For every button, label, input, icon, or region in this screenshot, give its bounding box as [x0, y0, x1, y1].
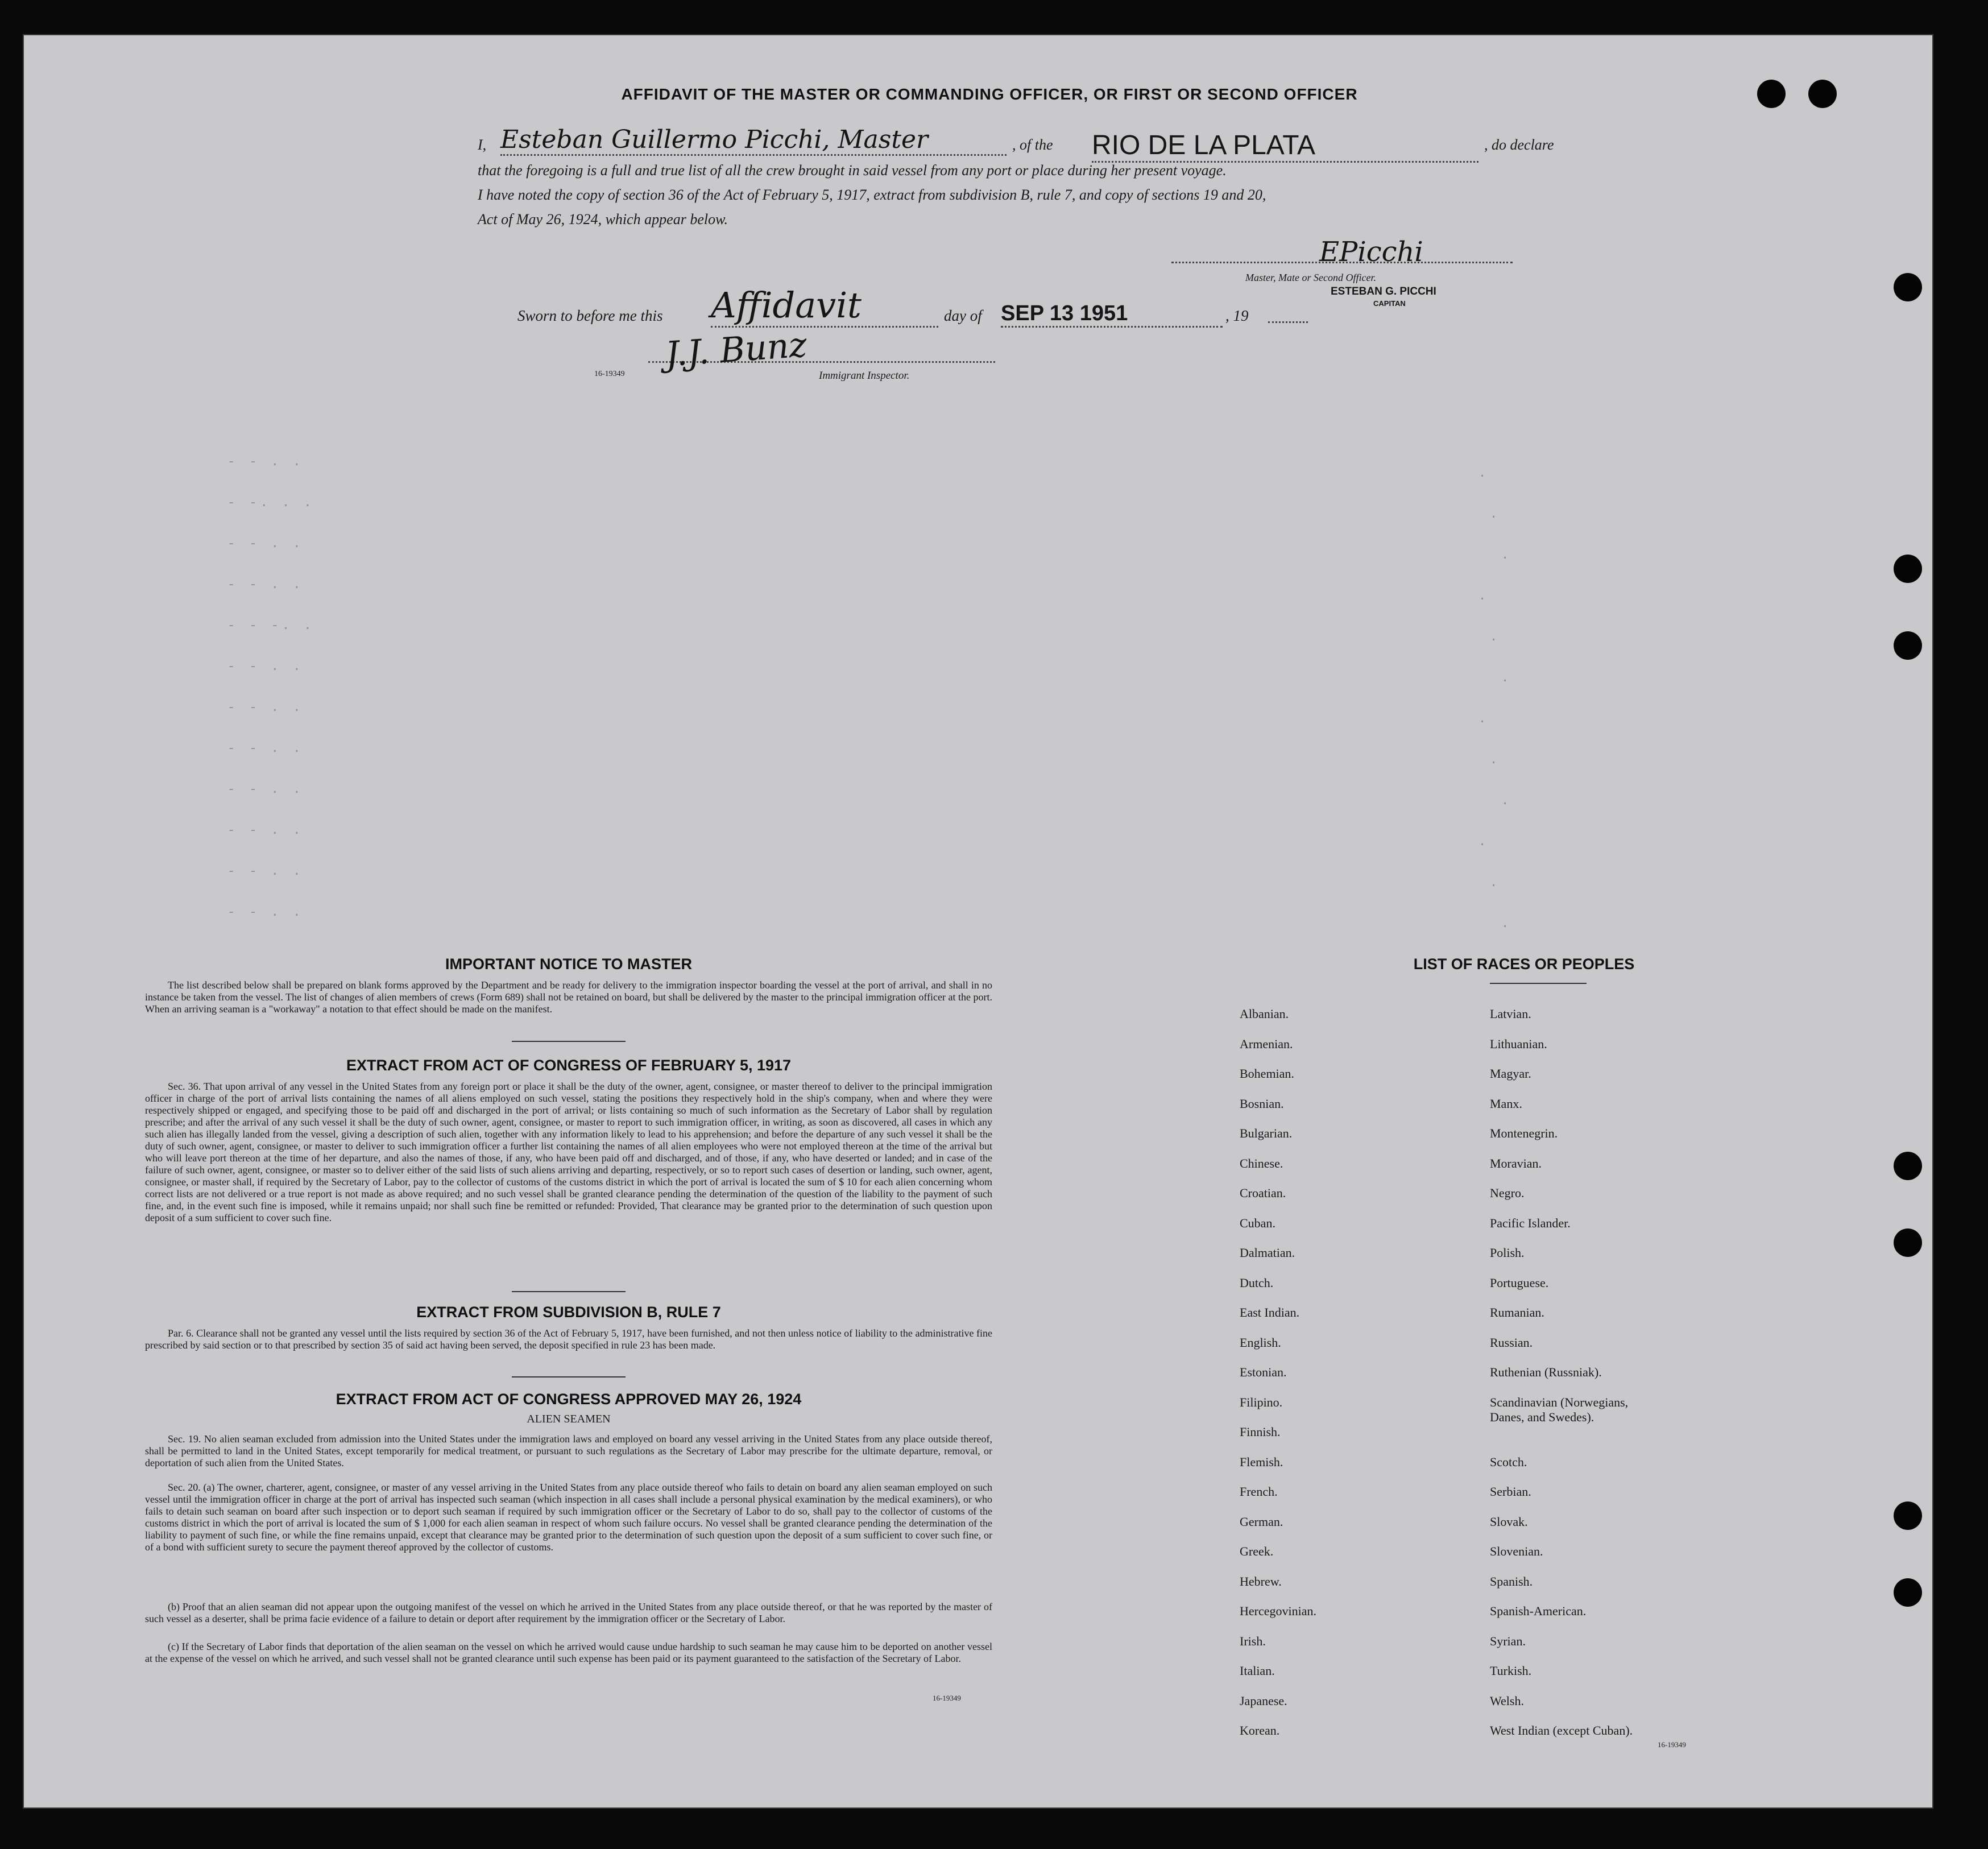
race-item: Syrian.	[1490, 1633, 1526, 1648]
notice-body: The list described below shall be prepared on blank forms approved by the Department and be ready for delivery to the immigration inspector boarding the vessel at the port of arrival, and shall in no instance be taken from the vessel. The list of changes of alien members of crews (Form 689) shall not be retained on board, but shall be delivered by the master to the principal immigration officer at the port. When an arriving seaman is a "workaway" a notation to that effect should be made on the manifest.	[145, 979, 992, 1015]
affidavit-line-4: Act of May 26, 1924, which appear below.	[478, 211, 728, 227]
divider	[1490, 983, 1587, 984]
faded-mark: .	[1490, 876, 1501, 890]
year-blank	[1268, 321, 1308, 323]
race-item: Magyar.	[1490, 1066, 1531, 1081]
race-item: Slovenian.	[1490, 1544, 1543, 1558]
race-item: East Indian.	[1240, 1305, 1300, 1319]
race-item: Flemish.	[1240, 1454, 1283, 1469]
faded-mark: - - . .	[227, 905, 304, 920]
faded-mark: .	[1478, 712, 1490, 726]
vessel-name: RIO DE LA PLATA	[1092, 130, 1478, 163]
day-of-text: day of	[944, 307, 982, 324]
race-item: Irish.	[1240, 1633, 1266, 1648]
race-item: Scandinavian (Norwegians, Danes, and Swedes).	[1490, 1395, 1629, 1424]
race-item: Ruthenian (Russniak).	[1490, 1365, 1602, 1379]
faded-mark: - - -. .	[227, 619, 315, 633]
faded-mark: - - . .	[227, 660, 304, 674]
race-item: Estonian.	[1240, 1365, 1287, 1379]
affidavit-line-3: I have noted the copy of section 36 of the Act of February 5, 1917, extract from subdivision B, rule 7, and copy of sections 19 and 20,	[478, 187, 1266, 203]
race-item: Lithuanian.	[1490, 1036, 1547, 1051]
race-item: Greek.	[1240, 1544, 1274, 1558]
faded-mark: - - . .	[227, 864, 304, 879]
punch-hole	[1894, 1501, 1922, 1530]
race-item: Chinese.	[1240, 1156, 1283, 1170]
race-item: Portuguese.	[1490, 1275, 1549, 1290]
race-item: Hercegovinian.	[1240, 1604, 1316, 1618]
punch-hole	[1894, 1152, 1922, 1180]
race-item: Bosnian.	[1240, 1096, 1284, 1111]
races-title: LIST OF RACES OR PEOPLES	[1413, 955, 1635, 973]
race-item: Bulgarian.	[1240, 1126, 1293, 1140]
faded-mark: .	[1501, 794, 1513, 808]
inspector-signature: J.J. Bunz	[664, 325, 809, 375]
punch-hole	[1757, 80, 1786, 108]
of-the-text: , of the	[1012, 136, 1053, 153]
faded-mark: .	[1501, 548, 1513, 562]
faded-mark: .	[1501, 671, 1513, 685]
date-stamp: SEP 13 1951	[1001, 301, 1223, 328]
sworn-prefix: Sworn to before me this	[517, 307, 663, 324]
race-item: Armenian.	[1240, 1036, 1293, 1051]
race-item: Croatian.	[1240, 1186, 1286, 1200]
extract-1917-title: EXTRACT FROM ACT OF CONGRESS OF FEBRUARY 5, 1917	[346, 1057, 792, 1074]
race-item: Manx.	[1490, 1096, 1522, 1111]
punch-hole	[1894, 555, 1922, 583]
extract-rule7-title: EXTRACT FROM SUBDIVISION B, RULE 7	[416, 1304, 721, 1321]
race-item: Filipino.	[1240, 1395, 1283, 1409]
extract-1924-sec19: Sec. 19. No alien seaman excluded from admission into the United States under the immigration laws and employed on board any vessel arriving in the United States from any place outside thereof, shall be permitted to land in the United States, except temporarily for medical treatment, or pursuant to such regulations as the Secretary of Labor may prescribe for the ultimate departure, removal, or deportation of such alien from the United States.	[145, 1433, 992, 1469]
divider	[512, 1041, 626, 1042]
race-item: Korean.	[1240, 1723, 1280, 1738]
punch-hole	[1894, 631, 1922, 660]
race-item: Dalmatian.	[1240, 1246, 1295, 1260]
extract-1924-subtitle: ALIEN SEAMEN	[527, 1413, 611, 1425]
race-item: Russian.	[1490, 1335, 1533, 1350]
notice-title: IMPORTANT NOTICE TO MASTER	[445, 955, 692, 973]
declarant-name: Esteban Guillermo Picchi, Master	[500, 125, 1007, 156]
divider	[512, 1376, 626, 1378]
race-item: West Indian (except Cuban).	[1490, 1723, 1633, 1738]
race-item: Spanish.	[1490, 1574, 1533, 1589]
race-item: Montenegrin.	[1490, 1126, 1558, 1140]
divider	[512, 1291, 626, 1292]
punch-hole	[1894, 273, 1922, 301]
faded-mark: .	[1478, 589, 1490, 603]
form-number-left: 16-19349	[594, 370, 625, 378]
faded-mark: - - . .	[227, 742, 304, 756]
race-item: German.	[1240, 1514, 1283, 1529]
faded-mark: .	[1478, 835, 1490, 849]
extract-1924-title: EXTRACT FROM ACT OF CONGRESS APPROVED MAY 26, 1924	[336, 1391, 802, 1408]
extract-1924-sec20c: (c) If the Secretary of Labor finds that deportation of the alien seaman on the vessel on which he arrived would cause undue hardship to such seaman he may cause him to be deported on another vessel at the expense of the vessel on which he arrived, and such vessel shall not be granted clearance until such expense has been paid or its payment guaranteed to the satisfaction of the Secretary of Labor.	[145, 1641, 992, 1664]
race-item: Hebrew.	[1240, 1574, 1282, 1589]
master-signature: EPicchi	[1319, 236, 1423, 268]
extract-1924-sec20a: Sec. 20. (a) The owner, charterer, agent, consignee, or master of any vessel arriving in the United States from any place outside thereof who fails to detain on board any alien seaman employed on such vessel until the immigration officer in charge at the port of arrival has inspected such seaman (which inspection in all cases shall include a personal physical examination by the medical examiners), or who fails to detain such seaman on board after such inspection or to deport such seaman if required by such immigration officer or the Secretary of Labor to do so, shall pay to the collector of customs of the customs district in which the port of arrival is located the sum of $ 1,000 for each alien seaman in respect of whom such failure occurs. No vessel shall be granted clearance pending the determination of the liability to payment of such fine, or while the fine remains unpaid, except that clearance may be granted prior to the determination of such question upon the deposit of a sum sufficient to cover such fine, or of a bond with sufficient surety to secure the payment thereof approved by the collector of customs.	[145, 1482, 992, 1553]
sworn-handwritten: Affidavit	[711, 284, 938, 328]
race-item: Rumanian.	[1490, 1305, 1544, 1319]
race-item: English.	[1240, 1335, 1281, 1350]
year-suffix: , 19	[1225, 307, 1249, 324]
race-item: Dutch.	[1240, 1275, 1274, 1290]
faded-mark: .	[1501, 917, 1513, 931]
faded-mark: .	[1490, 630, 1501, 644]
master-caption: Master, Mate or Second Officer.	[1245, 272, 1376, 283]
faded-mark: - - . .	[227, 455, 304, 469]
race-item: Slovak.	[1490, 1514, 1528, 1529]
race-item: Negro.	[1490, 1186, 1525, 1200]
punch-hole	[1808, 80, 1837, 108]
race-item: Bohemian.	[1240, 1066, 1294, 1081]
race-item: Italian.	[1240, 1664, 1275, 1678]
race-item: Latvian.	[1490, 1007, 1531, 1021]
faded-mark: - -. . .	[227, 496, 315, 510]
race-item: French.	[1240, 1484, 1278, 1499]
extract-rule7-body: Par. 6. Clearance shall not be granted any vessel until the lists required by section 36 of the Act of February 5, 1917, have been furnished, and not then unless notice of liability to the administrative fine prescribed by said section or to that prescribed by section 35 of said act having been served, the deposit specified in rule 23 has been made.	[145, 1327, 992, 1351]
races-form-number: 16-19349	[1658, 1740, 1686, 1749]
faded-mark: - - . .	[227, 578, 304, 592]
faded-mark: - - . .	[227, 824, 304, 838]
faded-mark: .	[1490, 753, 1501, 767]
race-item: Japanese.	[1240, 1693, 1287, 1708]
extract-1924-sec20b: (b) Proof that an alien seaman did not appear upon the outgoing manifest of the vessel on which he arrived in the United States from any place outside thereof, or that he was reported by the master of such vessel as a deserter, shall be prima facie evidence of a failure to detain or deport after requirement by the immigration officer or the Secretary of Labor.	[145, 1601, 992, 1624]
extract-1917-body: Sec. 36. That upon arrival of any vessel in the United States from any foreign port or place it shall be the duty of the owner, agent, consignee, or master thereof to deliver to the principal immigration officer in charge of the port of arrival lists containing the names of all aliens employed on such vessel, stating the positions they respectively hold in the ship's company, when and where they were respectively shipped or engaged, and specifying those to be paid off and discharged in the port of arrival; or lists containing so much of such information as the Secretary of Labor shall by regulation prescribe; and after the arrival of any such vessel it shall be the duty of such owner, agent, consignee, or master to report to such immigration officer, in writing, as soon as discovered, all cases in which any such alien has illegally landed from the vessel, giving a description of such alien, together with any information likely to lead to his apprehension; and before the departure of any such vessel it shall be the duty of such owner, agent, consignee, or master to deliver to such immigration officer a further list containing the names of all alien employees who were not employed thereon at the time of the arrival but who will leave port thereon at the time of her departure, and also the names of those, if any, who have been paid off and discharged, and of those, if any, who have deserted or landed; and in case of the failure of such owner, agent, consignee, or master so to deliver either of the said lists of such aliens arriving and departing, respectively, or so to report such cases of desertion or landing, such owner, agent, consignee, or master shall, if required by the Secretary of Labor, pay to the collector of customs of the customs district in which the port of arrival is located the sum of $ 10 for each alien concerning whom correct lists are not delivered or a true report is not made as above required; and no such vessel shall be granted clearance pending the determination of the question of the liability to the payment of such fine, and, in the event such fine is imposed, while it remains unpaid; nor shall such fine be remitted or refunded: Provided, That clearance may be granted prior to the determination of such question upon deposit of a sum sufficient to cover such fine.	[145, 1081, 992, 1223]
affidavit-line-2: that the foregoing is a full and true list of all the crew brought in said vessel from any port or place during her present voyage.	[478, 162, 1227, 179]
race-item: Scotch.	[1490, 1454, 1527, 1469]
race-item: Turkish.	[1490, 1664, 1532, 1678]
faded-mark: - - . .	[227, 783, 304, 797]
race-item: Spanish-American.	[1490, 1604, 1587, 1618]
punch-hole	[1894, 1578, 1922, 1607]
master-stamp-name: ESTEBAN G. PICCHI	[1331, 286, 1436, 297]
affidavit-heading: AFFIDAVIT OF THE MASTER OR COMMANDING OFFICER, OR FIRST OR SECOND OFFICER	[621, 85, 1358, 103]
race-item: Finnish.	[1240, 1425, 1281, 1439]
race-item: Polish.	[1490, 1246, 1525, 1260]
extract-form-number: 16-19349	[933, 1694, 961, 1702]
do-declare-text: , do declare	[1484, 136, 1554, 153]
race-item: Pacific Islander.	[1490, 1215, 1571, 1230]
inspector-caption: Immigrant Inspector.	[819, 370, 910, 382]
race-item: Serbian.	[1490, 1484, 1531, 1499]
affidavit-i-prefix: I,	[478, 136, 487, 153]
faded-mark: .	[1490, 507, 1501, 522]
faded-mark: - - . .	[227, 537, 304, 551]
manifest-page	[23, 34, 1933, 1809]
race-item: Cuban.	[1240, 1215, 1275, 1230]
master-stamp-title: CAPITAN	[1373, 299, 1406, 308]
punch-hole	[1894, 1228, 1922, 1257]
faded-mark: - - . .	[227, 701, 304, 715]
race-item: Albanian.	[1240, 1007, 1289, 1021]
faded-mark: .	[1478, 466, 1490, 481]
race-item: Moravian.	[1490, 1156, 1542, 1170]
race-item: Welsh.	[1490, 1693, 1524, 1708]
